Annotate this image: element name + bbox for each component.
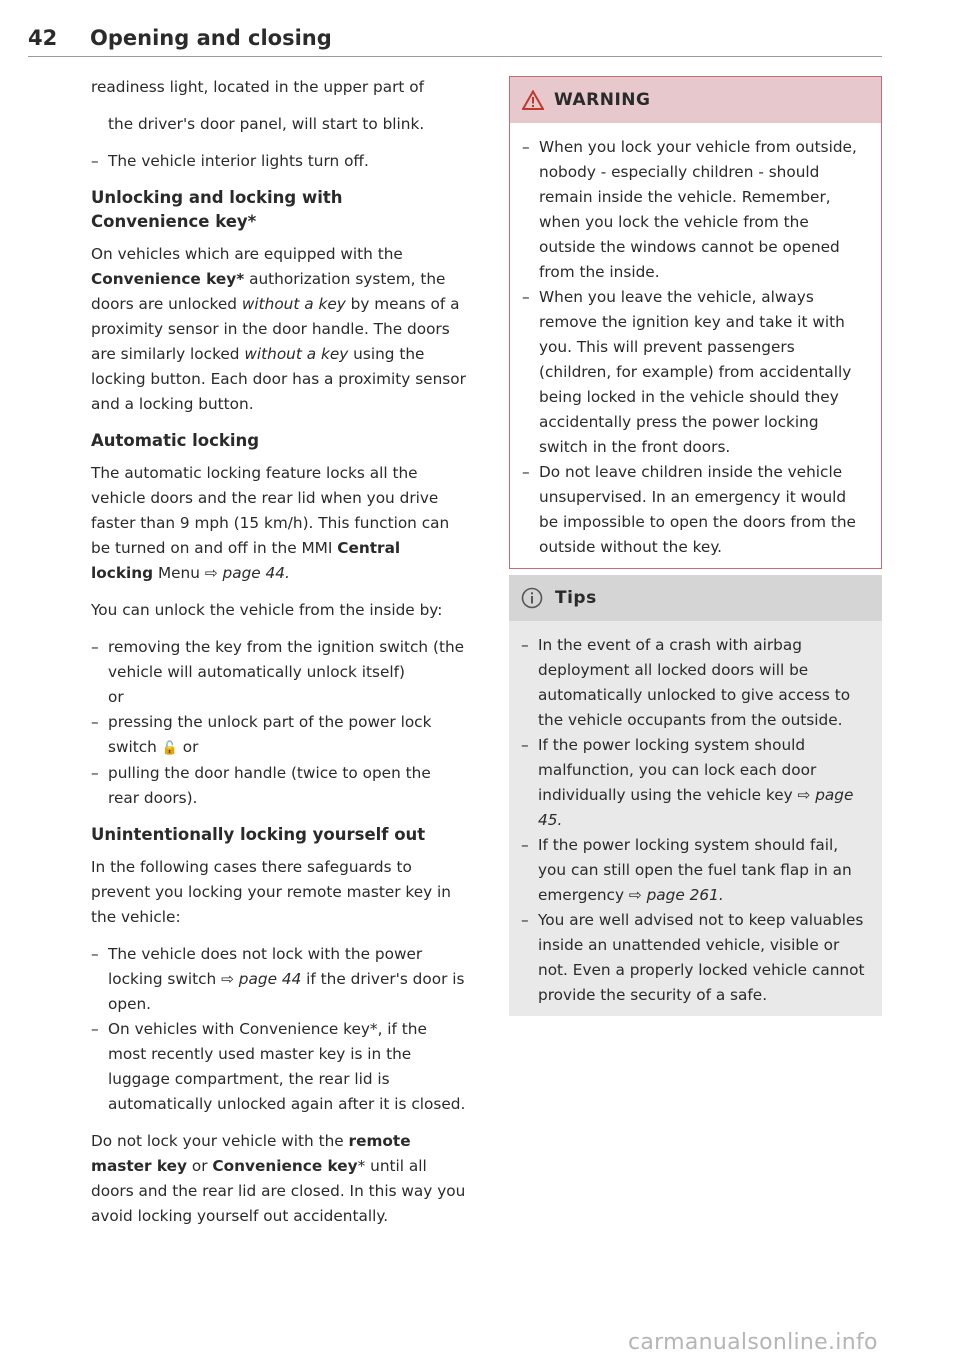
text: if the driver's door is open. xyxy=(108,970,465,1013)
list-item xyxy=(521,833,870,908)
page-link[interactable]: ⇨ page 44 xyxy=(221,970,302,988)
heading-unintentionally-locking: Unintentionally locking yourself out xyxy=(91,825,426,844)
list-item xyxy=(91,635,466,710)
paragraph-final xyxy=(91,1129,466,1229)
left-column xyxy=(91,75,466,1241)
paragraph-convenience xyxy=(91,242,466,417)
tips-body xyxy=(509,621,882,1016)
list-item: – You are well advised not to keep valuables inside an unattended vehicle, visible or not. Even a properly locked vehicle cannot provide the security of a safe. xyxy=(521,908,870,1008)
text: or xyxy=(177,738,199,756)
list-item: – On vehicles with Convenience key*, if the most recently used master key is in the luggage compartment, the rear lid is automatically unlocked again after it is closed. xyxy=(91,1017,466,1117)
page-link[interactable]: ⇨ page 45. xyxy=(538,786,854,829)
paragraph-unlock-intro: You can unlock the vehicle from the inside by: xyxy=(91,601,443,619)
watermark: carmanualsonline.info xyxy=(628,1330,878,1355)
text: or xyxy=(187,1157,213,1175)
text-bold: Central locking xyxy=(91,539,401,582)
warning-body xyxy=(510,123,881,568)
list-item: – The vehicle interior lights turn off. xyxy=(91,149,466,174)
text: removing the key from the ignition switch (the vehicle will automatically unlock itself) xyxy=(108,638,465,681)
header-rule xyxy=(28,56,882,57)
list-item: – Do not leave children inside the vehicle unsupervised. In an emergency it would be impossible to open the doors from the outside without the key. xyxy=(522,460,869,560)
tips-list xyxy=(521,633,870,1008)
text: If the power locking system should fail, you can still open the fuel tank flap in an emergency xyxy=(538,836,852,904)
page-number: 42 xyxy=(28,26,58,50)
text: using the locking button. Each door has a proximity sensor and a locking button. xyxy=(91,345,466,413)
text-bold: remote master key xyxy=(91,1132,411,1175)
intro-line: readiness light, located in the upper part of xyxy=(91,78,425,96)
warning-box xyxy=(509,76,882,569)
text: The vehicle does not lock with the power locking switch xyxy=(108,945,423,988)
list-item xyxy=(91,942,466,1017)
text-bold: Convenience key xyxy=(212,1157,358,1175)
text-italic: without a key xyxy=(241,295,346,313)
page-link[interactable]: ⇨ page 44. xyxy=(204,564,290,582)
unlock-icon: 🔓 xyxy=(161,741,178,756)
text: * until all doors and the rear lid are closed. In this way you avoid locking yourself out accidentally. xyxy=(91,1157,466,1225)
warning-list xyxy=(522,135,869,560)
text: authorization system, the doors are unlocked xyxy=(91,270,446,313)
section-title: Opening and closing xyxy=(90,26,332,50)
heading-convenience-key: Unlocking and locking with Convenience key* xyxy=(91,188,343,231)
text: or xyxy=(108,688,124,706)
page-link[interactable]: ⇨ page 261. xyxy=(628,886,724,904)
list-item xyxy=(91,710,466,761)
text: The automatic locking feature locks all the vehicle doors and the rear lid when you drive faster than 9 mph (15 km/h). This function can be turned on and off in the MMI xyxy=(91,464,450,557)
text-italic: without a key xyxy=(244,345,349,363)
tips-header xyxy=(509,575,882,621)
text: On vehicles which are equipped with the xyxy=(91,245,403,263)
tips-title: Tips xyxy=(555,588,597,608)
paragraph-automatic xyxy=(91,461,466,586)
warning-triangle-icon xyxy=(522,90,544,110)
right-column xyxy=(509,76,882,1016)
unintentional-list xyxy=(91,942,466,1117)
intro-line: the driver's door panel, will start to blink. xyxy=(108,115,425,133)
paragraph-unintentional: In the following cases there safeguards to prevent you locking your remote master key in the vehicle: xyxy=(91,858,451,926)
page-header xyxy=(28,22,882,56)
intro-list xyxy=(91,149,466,174)
text: by means of a proximity sensor in the door handle. The doors are similarly locked xyxy=(91,295,460,363)
list-item: – pulling the door handle (twice to open the rear doors). xyxy=(91,761,466,811)
info-icon xyxy=(521,587,543,609)
list-item: – In the event of a crash with airbag deployment all locked doors will be automatically unlocked to give access to the vehicle occupants from the outside. xyxy=(521,633,870,733)
text: pressing the unlock part of the power lock switch xyxy=(108,713,432,756)
warning-title: WARNING xyxy=(554,90,651,110)
heading-automatic-locking: Automatic locking xyxy=(91,431,260,450)
list-item xyxy=(521,733,870,833)
warning-header xyxy=(510,77,881,123)
unlock-list xyxy=(91,635,466,811)
text: Do not lock your vehicle with the xyxy=(91,1132,349,1150)
list-item: – When you lock your vehicle from outside, nobody - especially children - should remain inside the vehicle. Remember, when you lock the vehicle from the outside the windows cannot be opened from the inside. xyxy=(522,135,869,285)
text: Menu xyxy=(153,564,205,582)
list-item: – When you leave the vehicle, always remove the ignition key and take it with you. This will prevent passengers (children, for example) from accidentally being locked in the vehicle should they accidentally press the power locking switch in the front doors. xyxy=(522,285,869,460)
text-bold: Convenience key* xyxy=(91,270,245,288)
text: If the power locking system should malfunction, you can lock each door individually using the vehicle key xyxy=(538,736,817,804)
tips-box xyxy=(509,575,882,1016)
